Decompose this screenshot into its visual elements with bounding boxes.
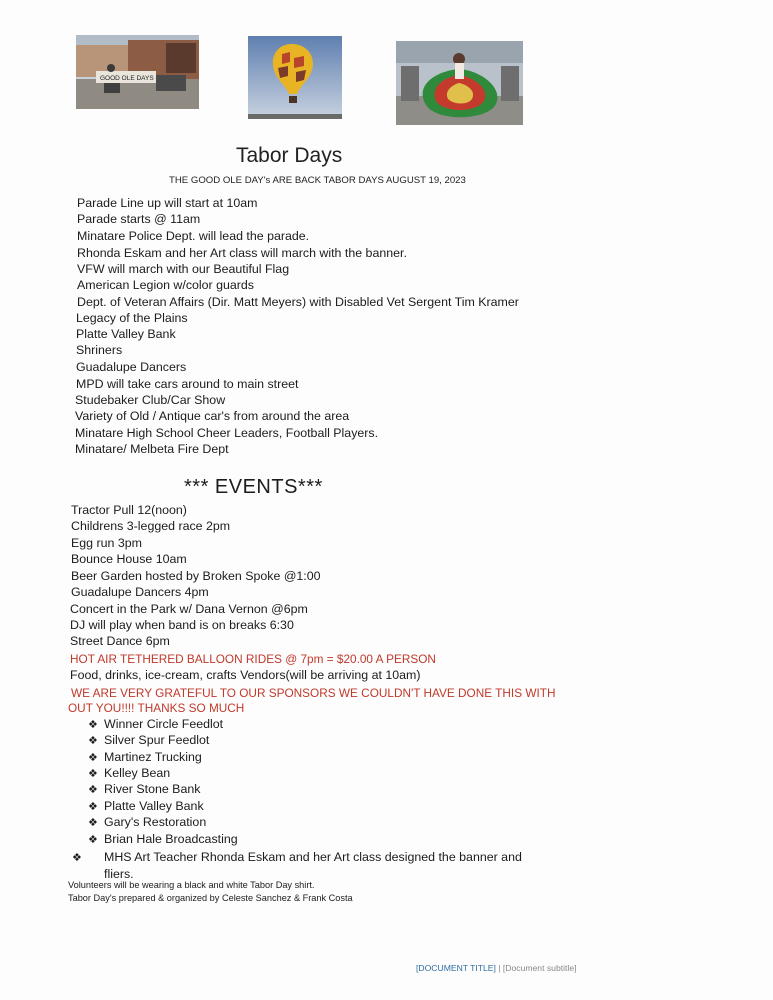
- parade-line: VFW will march with our Beautiful Flag: [77, 262, 290, 276]
- event-line: Guadalupe Dancers 4pm: [71, 585, 209, 599]
- diamond-bullet-icon: ❖: [88, 752, 98, 764]
- page-title: Tabor Days: [236, 144, 343, 167]
- event-line: Egg run 3pm: [71, 536, 142, 550]
- event-line: Childrens 3-legged race 2pm: [71, 519, 231, 533]
- parade-photo: [76, 35, 199, 109]
- diamond-bullet-icon: ❖: [88, 719, 98, 731]
- sponsor-item: [88, 781, 200, 798]
- events-heading: *** EVENTS***: [184, 476, 323, 498]
- parade-line: American Legion w/color guards: [77, 278, 255, 292]
- document-title: [DOCUMENT TITLE]: [416, 963, 496, 973]
- parade-line: Shriners: [76, 343, 123, 357]
- parade-line: Rhonda Eskam and her Art class will march with the banner.: [77, 246, 407, 260]
- parade-line: MPD will take cars around to main street: [76, 377, 299, 391]
- event-line: Street Dance 6pm: [70, 634, 170, 648]
- diamond-bullet-icon: ❖: [88, 801, 98, 813]
- parade-line: Platte Valley Bank: [76, 327, 176, 341]
- sponsor-thanks-line: WE ARE VERY GRATEFUL TO OUR SPONSORS WE COULDN'T HAVE DONE THIS WITH: [71, 686, 556, 700]
- event-line: Concert in the Park w/ Dana Vernon @6pm: [70, 602, 308, 616]
- diamond-bullet-icon: ❖: [88, 817, 98, 829]
- parade-line: Legacy of the Plains: [76, 311, 188, 325]
- event-line: Bounce House 10am: [71, 552, 187, 566]
- sponsor-item: [88, 814, 206, 831]
- event-line: DJ will play when band is on breaks 6:30: [70, 618, 294, 632]
- sponsor-name: Silver Spur Feedlot: [104, 733, 210, 747]
- balloon-rides-line: HOT AIR TETHERED BALLOON RIDES @ 7pm = $20.00 A PERSON: [70, 652, 436, 666]
- parade-line: Studebaker Club/Car Show: [75, 393, 226, 407]
- sponsor-item: [88, 798, 204, 815]
- page-subtitle: THE GOOD OLE DAY's ARE BACK TABOR DAYS AUGUST 19, 2023: [169, 175, 466, 186]
- parade-line: Dept. of Veteran Affairs (Dir. Matt Meyers) with Disabled Vet Sergent Tim Kramer: [77, 295, 519, 309]
- sponsor-item: [72, 849, 544, 882]
- sponsor-item: [88, 765, 170, 782]
- sponsor-item: [88, 732, 209, 749]
- parade-line: Guadalupe Dancers: [76, 360, 187, 374]
- svg-text:GOOD OLE DAYS: GOOD OLE DAYS: [100, 75, 154, 82]
- sponsor-name: MHS Art Teacher Rhonda Eskam and her Art class designed the banner and fliers.: [104, 850, 522, 881]
- parade-line: Minatare High School Cheer Leaders, Football Players.: [75, 426, 379, 440]
- folklorico-dancer-photo: [396, 41, 523, 125]
- sponsor-name: Martinez Trucking: [104, 750, 202, 764]
- document-subtitle: [Document subtitle]: [502, 963, 577, 973]
- diamond-bullet-icon: ❖: [88, 834, 98, 846]
- event-line: Tractor Pull 12(noon): [71, 503, 187, 517]
- sponsor-thanks-line: OUT YOU!!!! THANKS SO MUCH: [68, 701, 245, 715]
- organizers-note: Tabor Day's prepared & organized by Celeste Sanchez & Frank Costa: [68, 893, 353, 903]
- hot-air-balloon-photo: [248, 36, 342, 119]
- footer-separator: |: [498, 963, 501, 973]
- parade-line: Parade Line up will start at 10am: [77, 196, 258, 210]
- parade-line: Parade starts @ 11am: [77, 212, 201, 226]
- sponsor-item: [88, 716, 223, 733]
- sponsor-item: [88, 831, 238, 848]
- parade-line: Minatare/ Melbeta Fire Dept: [75, 442, 229, 456]
- diamond-bullet-icon: ❖: [72, 852, 82, 864]
- parade-line: Minatare Police Dept. will lead the parade.: [77, 229, 310, 243]
- sponsor-name: Winner Circle Feedlot: [104, 717, 224, 731]
- sponsor-item: [88, 749, 202, 766]
- page-footer: [416, 963, 576, 973]
- diamond-bullet-icon: ❖: [88, 784, 98, 796]
- sponsor-name: Brian Hale Broadcasting: [104, 832, 238, 846]
- diamond-bullet-icon: ❖: [88, 735, 98, 747]
- diamond-bullet-icon: ❖: [88, 768, 98, 780]
- event-line: Beer Garden hosted by Broken Spoke @1:00: [71, 569, 321, 583]
- volunteers-note: Volunteers will be wearing a black and white Tabor Day shirt.: [68, 880, 315, 890]
- sponsor-name: Gary's Restoration: [104, 815, 207, 829]
- sponsor-name: Kelley Bean: [104, 766, 171, 780]
- parade-line: Variety of Old / Antique car's from around the area: [75, 409, 350, 423]
- sponsor-name: River Stone Bank: [104, 782, 201, 796]
- food-vendors-line: Food, drinks, ice-cream, crafts Vendors(will be arriving at 10am): [70, 668, 421, 682]
- sponsor-name: Platte Valley Bank: [104, 799, 204, 813]
